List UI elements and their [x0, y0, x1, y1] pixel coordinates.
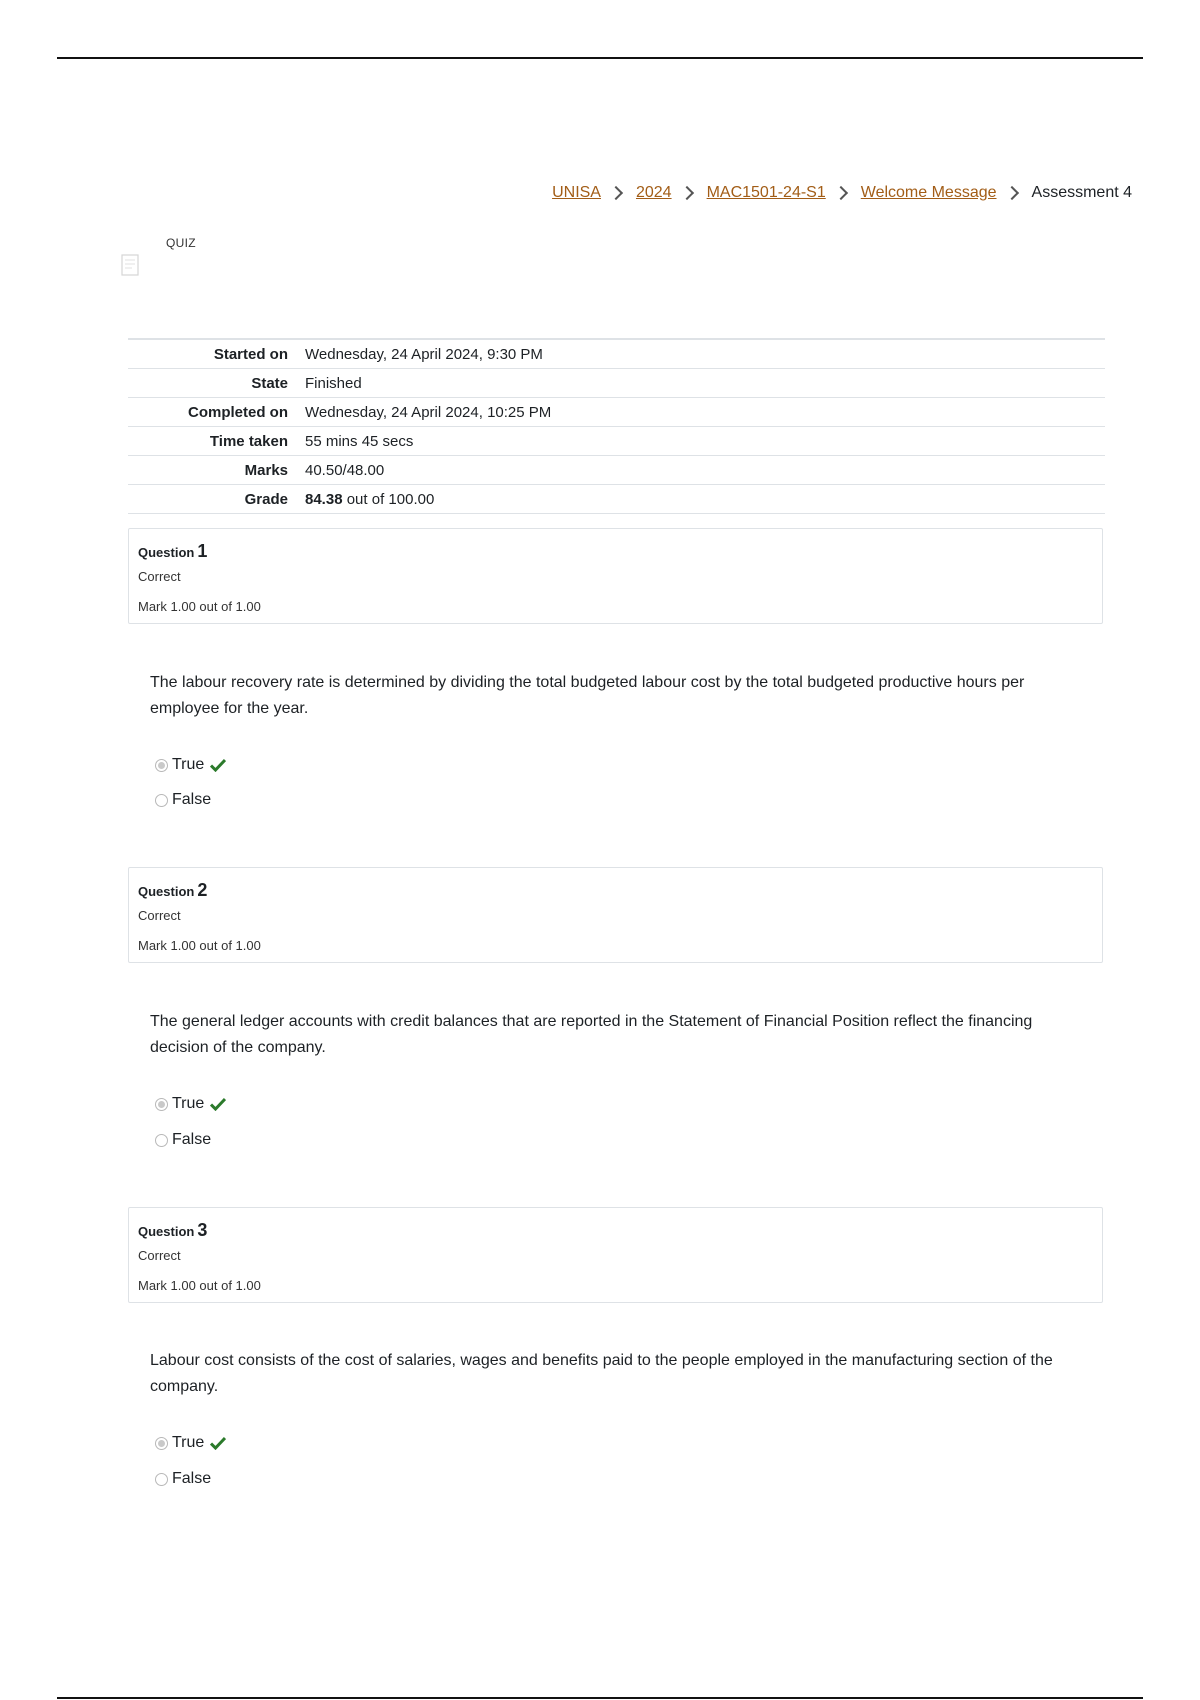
quiz-icon [121, 254, 139, 276]
summary-row [128, 427, 1105, 456]
question-text-1: The labour recovery rate is determined by dividing the total budgeted labour cost by the total budgeted productive hours per employee for the year. [150, 674, 1025, 717]
question-info-2 [128, 867, 1103, 963]
check-icon [210, 758, 226, 772]
summary-value: Wednesday, 24 April 2024, 9:30 PM [305, 345, 543, 363]
breadcrumb-link-welcome-message[interactable]: Welcome Message [860, 184, 997, 201]
summary-label: Grade [244, 490, 288, 508]
radio-selected[interactable] [155, 759, 168, 772]
chevron-right-icon [609, 186, 623, 200]
answer-option-true-2[interactable] [155, 1095, 226, 1113]
breadcrumb-link-2024[interactable]: 2024 [635, 184, 672, 201]
summary-row [128, 339, 1105, 369]
answer-label: True [172, 1095, 205, 1112]
question-number-value: 1 [197, 541, 208, 561]
attempt-summary-table [128, 338, 1105, 514]
bottom-rule [57, 1697, 1143, 1699]
check-icon [210, 1097, 226, 1111]
question-state: Correct [138, 1248, 181, 1263]
radio-selected[interactable] [155, 1437, 168, 1450]
question-text-3: Labour cost consists of the cost of salaries, wages and benefits paid to the people employed in the manufacturing section of the company. [150, 1352, 1053, 1395]
answer-label: False [172, 1470, 212, 1487]
breadcrumb-current: Assessment 4 [1031, 184, 1132, 201]
summary-row [128, 456, 1105, 485]
answer-option-true-1[interactable] [155, 756, 226, 774]
radio-unselected[interactable] [155, 1473, 168, 1486]
summary-label: State [251, 374, 288, 392]
breadcrumb-link-course[interactable]: MAC1501-24-S1 [706, 184, 826, 201]
summary-value: 40.50/48.00 [305, 461, 385, 479]
summary-row [128, 369, 1105, 398]
question-number-value: 3 [197, 1220, 208, 1240]
answer-option-false-3[interactable] [155, 1470, 211, 1488]
radio-unselected[interactable] [155, 794, 168, 807]
answer-label: True [172, 1434, 205, 1451]
question-mark: Mark 1.00 out of 1.00 [138, 1278, 261, 1293]
answer-option-true-3[interactable] [155, 1434, 226, 1452]
question-number-value: 2 [197, 880, 208, 900]
question-prefix: Question [138, 884, 195, 899]
answer-label: False [172, 791, 212, 808]
chevron-right-icon [834, 186, 848, 200]
summary-label: Started on [213, 345, 288, 363]
question-prefix: Question [138, 1224, 195, 1239]
breadcrumb-link-unisa[interactable]: UNISA [552, 184, 601, 201]
top-rule [57, 57, 1143, 59]
question-number [138, 541, 207, 562]
grade-suffix: out of 100.00 [346, 490, 435, 508]
question-text-2: The general ledger accounts with credit balances that are reported in the Statement of Financial Position reflect the financing decision of the company. [150, 1013, 1033, 1056]
radio-selected[interactable] [155, 1098, 168, 1111]
summary-row-grade [128, 485, 1105, 514]
summary-row [128, 398, 1105, 427]
grade-score: 84.38 [305, 490, 343, 508]
chevron-right-icon [680, 186, 694, 200]
answer-label: True [172, 756, 205, 773]
radio-unselected[interactable] [155, 1134, 168, 1147]
summary-value: 55 mins 45 secs [305, 432, 414, 450]
summary-value-grade [305, 485, 1105, 514]
question-state: Correct [138, 908, 181, 923]
summary-label: Completed on [188, 403, 288, 421]
breadcrumb [552, 184, 1132, 202]
question-prefix: Question [138, 545, 195, 560]
summary-value: Finished [305, 374, 362, 392]
question-mark: Mark 1.00 out of 1.00 [138, 938, 261, 953]
question-number [138, 1220, 207, 1241]
answer-option-false-1[interactable] [155, 791, 211, 809]
question-state: Correct [138, 569, 181, 584]
question-info-1 [128, 528, 1103, 624]
answer-option-false-2[interactable] [155, 1131, 211, 1149]
check-icon [210, 1436, 226, 1450]
summary-label: Time taken [209, 432, 288, 450]
question-info-3 [128, 1207, 1103, 1303]
question-number [138, 880, 207, 901]
chevron-right-icon [1004, 186, 1018, 200]
summary-label: Marks [244, 461, 288, 479]
activity-type-label: QUIZ [166, 236, 196, 250]
summary-value: Wednesday, 24 April 2024, 10:25 PM [305, 403, 552, 421]
answer-label: False [172, 1131, 212, 1148]
question-mark: Mark 1.00 out of 1.00 [138, 599, 261, 614]
